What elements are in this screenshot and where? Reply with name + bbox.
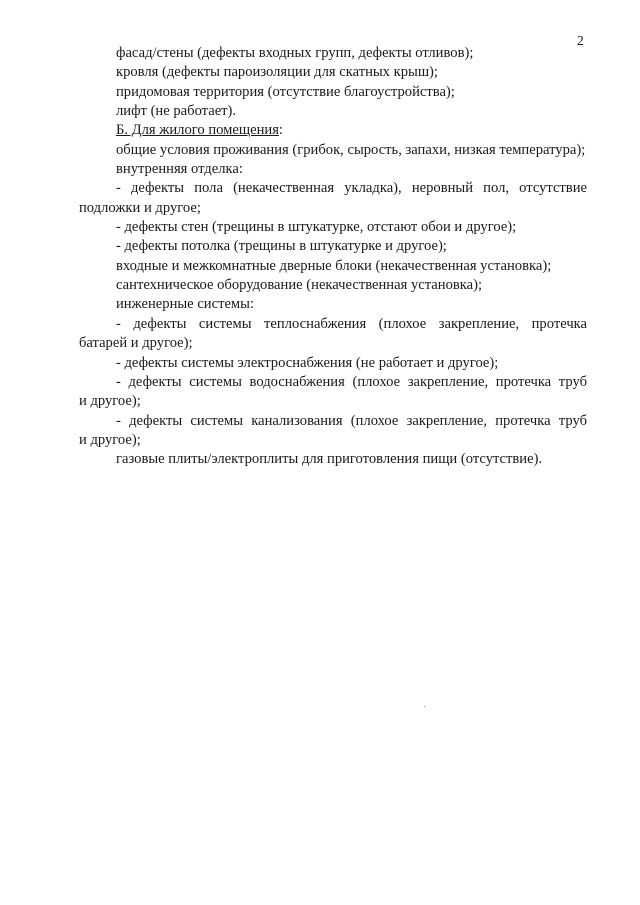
text-line: фасад/стены (дефекты входных групп, дефекты отливов); xyxy=(116,45,474,61)
text-line: газовые плиты/электроплиты для приготовления пищи (отсутствие). xyxy=(116,451,543,468)
text-line: кровля (дефекты пароизоляции для скатных крыш); xyxy=(116,64,438,81)
text-line: подложки и другое; xyxy=(79,199,201,216)
text-line: - дефекты системы электроснабжения (не работает и другое); xyxy=(116,354,499,371)
section-heading-text: Б. Для жилого помещения xyxy=(116,122,279,139)
text-line: - дефекты системы канализования (плохое закрепление, протечка труб xyxy=(116,412,587,429)
text-line: общие условия проживания (грибок, сырость, запахи, низкая температура); xyxy=(116,141,586,158)
text-line: - дефекты потолка (трещины в штукатурке и другое); xyxy=(116,238,447,255)
text-line: батарей и другое); xyxy=(79,335,193,352)
text-line: сантехническое оборудование (некачественная установка); xyxy=(116,277,483,294)
page-number: 2 xyxy=(577,33,584,48)
text-line: придомовая территория (отсутствие благоустройства); xyxy=(116,83,455,100)
scan-speck xyxy=(424,706,425,707)
text-line: - дефекты стен (трещины в штукатурке, отстают обои и другое); xyxy=(116,219,517,236)
text-line: и другое); xyxy=(79,393,141,410)
section-heading xyxy=(79,121,587,140)
text-line: и другое); xyxy=(79,431,141,448)
text-line: входные и межкомнатные дверные блоки (некачественная установка); xyxy=(116,257,552,274)
text-line: лифт (не работает). xyxy=(116,103,237,120)
text-line: - дефекты системы водоснабжения (плохое закрепление, протечка труб xyxy=(116,373,587,390)
text-line: внутренняя отделка: xyxy=(116,161,243,178)
text-line: - дефекты пола (некачественная укладка), неровный пол, отсутствие xyxy=(116,180,587,197)
text-line: инженерные системы: xyxy=(116,296,255,313)
text-line: - дефекты системы теплоснабжения (плохое закрепление, протечка xyxy=(116,315,587,332)
section-heading-colon: : xyxy=(278,122,283,139)
document-body xyxy=(79,44,587,470)
